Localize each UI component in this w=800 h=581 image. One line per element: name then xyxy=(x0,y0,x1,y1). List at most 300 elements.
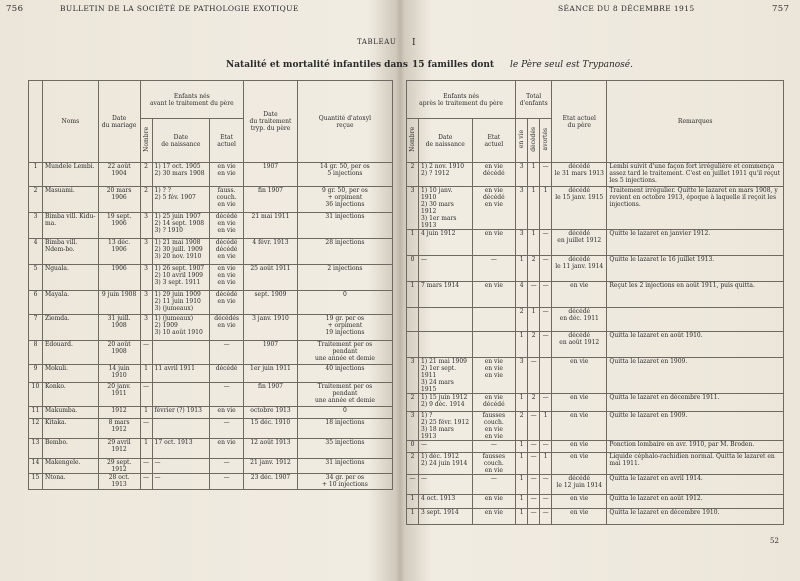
right-cell-nb2 xyxy=(407,308,419,332)
left-cell-n: 7 xyxy=(29,315,43,341)
right-cell-ep: en vie xyxy=(552,282,607,308)
left-cell-ea1: décédé en vie xyxy=(210,291,244,315)
right-cell-ea2: — xyxy=(472,475,516,495)
left-cell-mar: 19 sept. 1906 xyxy=(98,213,140,239)
left-cell-nb1: 3 xyxy=(140,265,152,291)
left-cell-ea1: décédé en vie en vie xyxy=(210,213,244,239)
left-cell-n: 6 xyxy=(29,291,43,315)
right-cell-ea2: en vie xyxy=(472,495,516,509)
left-cell-ea1: en vie xyxy=(210,439,244,459)
right-cell-ep: en vie xyxy=(552,495,607,509)
left-cell-dt: fin 1907 xyxy=(244,383,298,407)
left-cell-n: 3 xyxy=(29,213,43,239)
left-cell-dn1 xyxy=(152,419,210,439)
right-cell-ep: en vie xyxy=(552,509,607,525)
left-cell-nb1: — xyxy=(140,383,152,407)
right-table xyxy=(406,80,784,525)
left-cell-mar: 20 janv. 1911 xyxy=(98,383,140,407)
right-cell-ep: en vie xyxy=(552,394,607,412)
left-cell-dt: 3 janv. 1910 xyxy=(244,315,298,341)
col-quantite-atoxyl-header: Quantité d'atoxyl reçue xyxy=(297,81,392,163)
right-cell-ep: décédé en juillet 1912 xyxy=(552,230,607,256)
right-cell-ea2: en vie xyxy=(472,509,516,525)
table-row xyxy=(29,315,393,341)
right-cell-dn2: 1) ? 2) 25 févr. 1912 3) 18 mars 1913 xyxy=(419,412,473,441)
left-cell-dn1: février (?) 1913 xyxy=(152,407,210,419)
left-cell-qa: 0 xyxy=(297,407,392,419)
right-cell-ea2: en vie en vie en vie xyxy=(472,358,516,394)
right-cell-ta: — xyxy=(540,495,552,509)
left-cell-nom: Bembo. xyxy=(42,439,98,459)
col-date-naissance-header: Date de naissance xyxy=(152,119,210,163)
right-cell-tv: 3 xyxy=(516,163,528,187)
right-cell-ta: — xyxy=(540,509,552,525)
right-cell-ta: — xyxy=(540,308,552,332)
left-cell-dt: 25 août 1911 xyxy=(244,265,298,291)
left-cell-mar: 29 sept. 1912 xyxy=(98,459,140,474)
left-cell-nom: Konko. xyxy=(42,383,98,407)
right-cell-tv: 2 xyxy=(516,412,528,441)
left-cell-dn1: 1) 25 juin 1907 2) 14 sept. 1908 3) ? 1910 xyxy=(152,213,210,239)
left-cell-mar: 31 juill. 1908 xyxy=(98,315,140,341)
right-cell-dn2: 1) 10 janv. 1910 2) 30 mars 1912 3) 1er mars 1913 xyxy=(419,187,473,230)
left-page-number: 756 xyxy=(6,4,24,14)
left-cell-qa: 0 xyxy=(297,291,392,315)
right-cell-dn2 xyxy=(419,308,473,332)
right-cell-nb2: 2 xyxy=(407,453,419,475)
left-cell-mar: 9 juin 1908 xyxy=(98,291,140,315)
right-cell-tv: 1 xyxy=(516,453,528,475)
left-cell-dt: 1907 xyxy=(244,163,298,187)
right-cell-nb2: 1 xyxy=(407,230,419,256)
right-cell-tv: 1 xyxy=(516,475,528,495)
left-cell-qa: 31 injections xyxy=(297,213,392,239)
right-cell-td: — xyxy=(528,495,540,509)
right-cell-rem: Reçut les 2 injections en août 1911, puis quitta. xyxy=(607,282,784,308)
left-cell-nb1: — xyxy=(140,341,152,365)
col-etat-actuel2-header: Etat actuel xyxy=(472,119,516,163)
left-cell-n: 11 xyxy=(29,407,43,419)
left-cell-qa: Traitement per os pendant une année et demie xyxy=(297,383,392,407)
right-cell-dn2: 1) déc. 1912 2) 24 juin 1914 xyxy=(419,453,473,475)
title-part-2: 15 familles dont xyxy=(412,60,495,70)
left-cell-nb1: 3 xyxy=(140,239,152,265)
right-cell-nb2: 1 xyxy=(407,282,419,308)
left-cell-ea1: — xyxy=(210,474,244,490)
right-cell-ep: décédé en août 1912 xyxy=(552,332,607,358)
right-cell-ta: 1 xyxy=(540,412,552,441)
left-cell-n: 5 xyxy=(29,265,43,291)
left-cell-dt: 12 août 1913 xyxy=(244,439,298,459)
left-cell-ea1: — xyxy=(210,419,244,439)
left-cell-n: 9 xyxy=(29,365,43,383)
right-cell-rem: Quitta le lazaret en avril 1914. xyxy=(607,475,784,495)
right-cell-nb2: 3 xyxy=(407,358,419,394)
col-date-traitement-header: Date du traitement tryp. du père xyxy=(244,81,298,163)
table-row xyxy=(29,474,393,490)
left-cell-dt: 1er juin 1911 xyxy=(244,365,298,383)
left-cell-dn1: 1) 21 mai 1908 2) 30 juill. 1909 3) 20 nov. 1910 xyxy=(152,239,210,265)
left-cell-qa: 35 injections xyxy=(297,439,392,459)
left-cell-ea1: fauss. couch. en vie xyxy=(210,187,244,213)
right-cell-dn2: 1) 21 mai 1909 2) 1er sept. 1911 3) 24 mars 1915 xyxy=(419,358,473,394)
table-row xyxy=(29,265,393,291)
right-cell-ea2: fausses couch. en vie xyxy=(472,453,516,475)
left-cell-mar: 29 avril 1912 xyxy=(98,439,140,459)
right-cell-td: — xyxy=(528,441,540,453)
left-running-head: BULLETIN DE LA SOCIÉTÉ DE PATHOLOGIE EXOTIQUE xyxy=(60,4,299,13)
right-cell-ea2: fausses couch. en vie en vie xyxy=(472,412,516,441)
col-en-vie-header: en vie xyxy=(518,130,526,149)
col-decedes-header: décédés xyxy=(530,127,538,152)
right-cell-nb2: 1 xyxy=(407,509,419,525)
left-cell-n: 12 xyxy=(29,419,43,439)
left-cell-ea1: décédé xyxy=(210,365,244,383)
left-cell-dn1: 1) 29 juin 1909 2) 11 juin 1910 3) (jumeaux) xyxy=(152,291,210,315)
left-cell-dt: 1907 xyxy=(244,341,298,365)
table-row xyxy=(29,187,393,213)
table-row xyxy=(407,475,784,495)
right-cell-dn2 xyxy=(419,332,473,358)
col-enfants-avant-header: Enfants nés avant le traitement du père xyxy=(140,81,244,119)
right-cell-rem: Quitta le lazaret en 1909. xyxy=(607,358,784,394)
right-cell-ta: — xyxy=(540,256,552,282)
right-cell-ep: décédé le 15 janv. 1915 xyxy=(552,187,607,230)
right-cell-tv: 1 xyxy=(516,394,528,412)
right-cell-ea2: en vie décédé en vie xyxy=(472,187,516,230)
left-cell-qa: 18 injections xyxy=(297,419,392,439)
right-cell-ep: décédé le 31 mars 1913 xyxy=(552,163,607,187)
right-cell-ep: en vie xyxy=(552,453,607,475)
right-cell-tv: 3 xyxy=(516,230,528,256)
table-row xyxy=(407,453,784,475)
right-cell-td: 1 xyxy=(528,163,540,187)
table-row xyxy=(29,213,393,239)
left-cell-nom: Edouard. xyxy=(42,341,98,365)
right-page-number: 757 xyxy=(772,4,790,14)
left-cell-dt: 15 déc. 1910 xyxy=(244,419,298,439)
table-row xyxy=(29,439,393,459)
left-cell-qa: 28 injections xyxy=(297,239,392,265)
right-cell-nb2: 3 xyxy=(407,187,419,230)
right-cell-rem: Quitte le lazaret en 1909. xyxy=(607,412,784,441)
table-row xyxy=(29,239,393,265)
right-cell-ea2: — xyxy=(472,441,516,453)
left-cell-dt: 4 févr. 1913 xyxy=(244,239,298,265)
col-date-naissance2-header: Date de naissance xyxy=(419,119,473,163)
right-cell-tv: 1 xyxy=(516,509,528,525)
right-cell-td: 2 xyxy=(528,256,540,282)
footer-mark: 52 xyxy=(770,537,779,545)
left-cell-qa: 14 gr. 50, per os 5 injections xyxy=(297,163,392,187)
left-cell-dt: sept. 1909 xyxy=(244,291,298,315)
right-cell-rem: Ponction lombaire en avr. 1910, par M. Broden. xyxy=(607,441,784,453)
right-cell-td: 1 xyxy=(528,187,540,230)
right-cell-nb2: 1 xyxy=(407,495,419,509)
right-cell-nb2: 3 xyxy=(407,412,419,441)
left-cell-nb1: 3 xyxy=(140,213,152,239)
left-cell-nom: Masuami. xyxy=(42,187,98,213)
left-cell-dn1: 17 oct. 1913 xyxy=(152,439,210,459)
right-cell-rem: Traitement irrégulier. Quitte le lazaret en mars 1908, y revient en octobre 1913, époque à laquelle il reçoit les injections. xyxy=(607,187,784,230)
right-cell-tv: 1 xyxy=(516,332,528,358)
left-cell-nb1: 2 xyxy=(140,187,152,213)
table-row xyxy=(407,308,784,332)
left-cell-nb1: — xyxy=(140,459,152,474)
left-cell-nom: Mundele Lembi. xyxy=(42,163,98,187)
col-nombre-header: Nombre xyxy=(142,127,150,152)
right-cell-rem: Quitte le lazaret en janvier 1912. xyxy=(607,230,784,256)
col-avortes-header: avortés xyxy=(542,128,550,151)
left-cell-nb1: — xyxy=(140,474,152,490)
right-cell-ep: décédé en déc. 1911 xyxy=(552,308,607,332)
right-cell-td: 1 xyxy=(528,308,540,332)
left-cell-nom: Ziemda. xyxy=(42,315,98,341)
left-cell-ea1: en vie en vie xyxy=(210,163,244,187)
left-cell-n: 4 xyxy=(29,239,43,265)
right-cell-ta xyxy=(540,358,552,394)
table-row xyxy=(407,163,784,187)
right-cell-rem: Quitta le lazaret en août 1910. xyxy=(607,332,784,358)
left-cell-qa: 34 gr. per os + 10 injections xyxy=(297,474,392,490)
right-cell-td: — xyxy=(528,475,540,495)
right-cell-nb2: 0 xyxy=(407,441,419,453)
table-row xyxy=(407,332,784,358)
left-cell-nom: Ntona. xyxy=(42,474,98,490)
left-cell-nb1: 1 xyxy=(140,439,152,459)
title-part-1: Natalité et mortalité infantiles dans xyxy=(226,60,408,70)
right-cell-ta: 1 xyxy=(540,187,552,230)
left-cell-mar: 8 mars 1912 xyxy=(98,419,140,439)
left-cell-ea1: décédé décédé en vie xyxy=(210,239,244,265)
table-row xyxy=(407,230,784,256)
right-cell-ea2 xyxy=(472,332,516,358)
left-cell-nb1: 3 xyxy=(140,291,152,315)
left-cell-nom: Nguala. xyxy=(42,265,98,291)
right-cell-ta: 1 xyxy=(540,453,552,475)
col-remarques-header: Remarques xyxy=(607,81,784,163)
right-cell-dn2: 3 sept. 1914 xyxy=(419,509,473,525)
right-cell-ta: — xyxy=(540,163,552,187)
left-cell-qa: 31 injections xyxy=(297,459,392,474)
col-nombre2-header: Nombre xyxy=(409,127,416,152)
right-cell-ta: — xyxy=(540,332,552,358)
table-row xyxy=(29,407,393,419)
left-cell-mar: 13 déc. 1906 xyxy=(98,239,140,265)
left-cell-nb1: 1 xyxy=(140,365,152,383)
right-cell-nb2: 0 xyxy=(407,256,419,282)
left-cell-nom: Bimba vill. Ndem-bo. xyxy=(42,239,98,265)
right-cell-ea2: — xyxy=(472,256,516,282)
tableau-label: TABLEAU xyxy=(357,38,397,46)
right-cell-ep: en vie xyxy=(552,441,607,453)
left-cell-nb1: 1 xyxy=(140,407,152,419)
left-cell-qa: 40 injections xyxy=(297,365,392,383)
right-cell-dn2: 1) 2 nov. 1910 2) ? 1912 xyxy=(419,163,473,187)
right-cell-rem xyxy=(607,308,784,332)
table-row xyxy=(407,394,784,412)
left-cell-qa: 2 injections xyxy=(297,265,392,291)
table-row xyxy=(407,187,784,230)
right-cell-nb2 xyxy=(407,332,419,358)
left-cell-mar: 22 août 1904 xyxy=(98,163,140,187)
left-cell-dn1 xyxy=(152,383,210,407)
left-cell-n: 1 xyxy=(29,163,43,187)
right-cell-ea2 xyxy=(472,308,516,332)
title-part-3: le Père seul est Trypanosé. xyxy=(510,60,633,70)
left-cell-dn1 xyxy=(152,341,210,365)
left-cell-n: 8 xyxy=(29,341,43,365)
right-cell-rem: Quitta le lazaret en août 1912. xyxy=(607,495,784,509)
right-cell-td: — xyxy=(528,412,540,441)
left-cell-nom: Makengele. xyxy=(42,459,98,474)
right-cell-ep: décédé le 11 janv. 1914 xyxy=(552,256,607,282)
table-row xyxy=(29,365,393,383)
right-cell-dn2: 7 mars 1914 xyxy=(419,282,473,308)
table-row xyxy=(29,291,393,315)
table-row xyxy=(29,383,393,407)
right-cell-ta: — xyxy=(540,230,552,256)
right-cell-ea2: en vie décédé xyxy=(472,163,516,187)
table-row xyxy=(407,256,784,282)
right-cell-ea2: en vie décédé xyxy=(472,394,516,412)
left-cell-n: 15 xyxy=(29,474,43,490)
table-row xyxy=(407,441,784,453)
right-cell-tv: 1 xyxy=(516,256,528,282)
right-cell-td: 2 xyxy=(528,394,540,412)
right-cell-ta: — xyxy=(540,475,552,495)
right-cell-ta: — xyxy=(540,282,552,308)
table-row xyxy=(29,163,393,187)
table-row xyxy=(407,282,784,308)
right-cell-td: — xyxy=(528,509,540,525)
right-cell-ea2: en vie xyxy=(472,282,516,308)
left-cell-dt: 21 mai 1911 xyxy=(244,213,298,239)
left-cell-nom: Kitaka. xyxy=(42,419,98,439)
left-cell-n: 14 xyxy=(29,459,43,474)
col-total-header: Total d'enfants xyxy=(516,81,552,119)
left-cell-nom: Mokuli. xyxy=(42,365,98,383)
right-cell-ta: — xyxy=(540,394,552,412)
left-cell-dt: 21 janv. 1912 xyxy=(244,459,298,474)
right-cell-nb2: 2 xyxy=(407,163,419,187)
col-etat-pere-header: Etat actuel du père xyxy=(552,81,607,163)
col-noms-header: Noms xyxy=(42,81,98,163)
table-row xyxy=(29,341,393,365)
left-cell-mar: 1912 xyxy=(98,407,140,419)
left-cell-nom: Mayala. xyxy=(42,291,98,315)
right-cell-dn2: 4 juin 1912 xyxy=(419,230,473,256)
left-cell-dn1: — xyxy=(152,459,210,474)
right-cell-dn2: 4 oct. 1913 xyxy=(419,495,473,509)
left-cell-qa: 19 gr. per os + orpiment 19 injections xyxy=(297,315,392,341)
right-cell-rem: Lembi suivit d'une façon fort irrégulière et commença assez tard le traitement. C'est en juillet 1911 qu'il reçut les 5 injections. xyxy=(607,163,784,187)
right-cell-ep: décédé le 12 juin 1914 xyxy=(552,475,607,495)
col-num-header xyxy=(29,81,43,163)
left-cell-nom: Bimba vill. Kidu-ma. xyxy=(42,213,98,239)
right-cell-td: 1 xyxy=(528,230,540,256)
left-cell-dt: fin 1907 xyxy=(244,187,298,213)
col-date-mariage-header: Date du mariage xyxy=(98,81,140,163)
right-cell-tv: 1 xyxy=(516,441,528,453)
right-cell-dn2: — xyxy=(419,441,473,453)
left-cell-mar: 28 oct. 1913 xyxy=(98,474,140,490)
right-cell-tv: 3 xyxy=(516,187,528,230)
right-cell-tv: 4 xyxy=(516,282,528,308)
right-cell-dn2: — xyxy=(419,256,473,282)
right-cell-rem: Quitte le lazaret le 16 juillet 1913. xyxy=(607,256,784,282)
left-cell-ea1: — xyxy=(210,383,244,407)
col-enfants-apres-header: Enfants nés après le traitement du père xyxy=(407,81,516,119)
right-cell-dn2: — xyxy=(419,475,473,495)
right-cell-rem: Quitta le lazaret en décembre 1910. xyxy=(607,509,784,525)
left-cell-ea1: en vie xyxy=(210,407,244,419)
left-cell-mar: 14 juin 1910 xyxy=(98,365,140,383)
right-cell-tv: 2 xyxy=(516,308,528,332)
left-cell-dn1: — xyxy=(152,474,210,490)
left-cell-dn1: 11 avril 1911 xyxy=(152,365,210,383)
right-cell-td: 2 xyxy=(528,332,540,358)
right-cell-ep: en vie xyxy=(552,412,607,441)
right-running-head: SÉANCE DU 8 DÉCEMBRE 1915 xyxy=(558,4,695,13)
col-etat-actuel-header: Etat actuel xyxy=(210,119,244,163)
left-cell-dt: octobre 1913 xyxy=(244,407,298,419)
left-cell-ea1: — xyxy=(210,341,244,365)
table-row xyxy=(407,495,784,509)
table-row xyxy=(407,412,784,441)
right-cell-ep: en vie xyxy=(552,358,607,394)
right-cell-ta: — xyxy=(540,441,552,453)
left-cell-mar: 1906 xyxy=(98,265,140,291)
left-cell-ea1: — xyxy=(210,459,244,474)
right-cell-td: — xyxy=(528,282,540,308)
left-cell-dn1: 1) (jumeaux) 2) 1909 3) 10 août 1910 xyxy=(152,315,210,341)
tableau-number: I xyxy=(412,38,417,48)
right-cell-td: — xyxy=(528,453,540,475)
right-cell-rem: Liquide céphalo-rachidien normal. Quitta le lazaret en mai 1911. xyxy=(607,453,784,475)
table-row xyxy=(407,509,784,525)
table-row xyxy=(29,419,393,439)
left-table xyxy=(28,80,393,490)
left-cell-qa: 9 gr. 50, per os + orpiment 36 injections xyxy=(297,187,392,213)
right-cell-nb2: — xyxy=(407,475,419,495)
right-cell-ea2: en vie xyxy=(472,230,516,256)
left-cell-nb1: 3 xyxy=(140,315,152,341)
left-cell-dn1: 1) 26 sept. 1907 2) 10 avril 1909 3) 3 sept. 1911 xyxy=(152,265,210,291)
left-cell-dt: 23 déc. 1907 xyxy=(244,474,298,490)
left-cell-nb1: 2 xyxy=(140,163,152,187)
right-cell-tv: 3 xyxy=(516,358,528,394)
left-cell-n: 10 xyxy=(29,383,43,407)
right-cell-nb2: 2 xyxy=(407,394,419,412)
right-cell-tv: 1 xyxy=(516,495,528,509)
left-cell-n: 13 xyxy=(29,439,43,459)
right-cell-rem: Quitta le lazaret en décembre 1911. xyxy=(607,394,784,412)
left-cell-n: 2 xyxy=(29,187,43,213)
left-cell-mar: 20 mars 1906 xyxy=(98,187,140,213)
left-cell-dn1: 1) 17 oct. 1905 2) 30 mars 1908 xyxy=(152,163,210,187)
table-row xyxy=(29,459,393,474)
right-cell-td: — xyxy=(528,358,540,394)
right-cell-dn2: 1) 15 juin 1912 2) 9 déc. 1914 xyxy=(419,394,473,412)
left-cell-mar: 20 août 1908 xyxy=(98,341,140,365)
table-row xyxy=(407,358,784,394)
left-cell-nb1: — xyxy=(140,419,152,439)
left-cell-ea1: en vie en vie en vie xyxy=(210,265,244,291)
left-cell-qa: Traitement per os pendant une année et demie xyxy=(297,341,392,365)
left-cell-nom: Makumba. xyxy=(42,407,98,419)
left-cell-ea1: décédés en vie xyxy=(210,315,244,341)
